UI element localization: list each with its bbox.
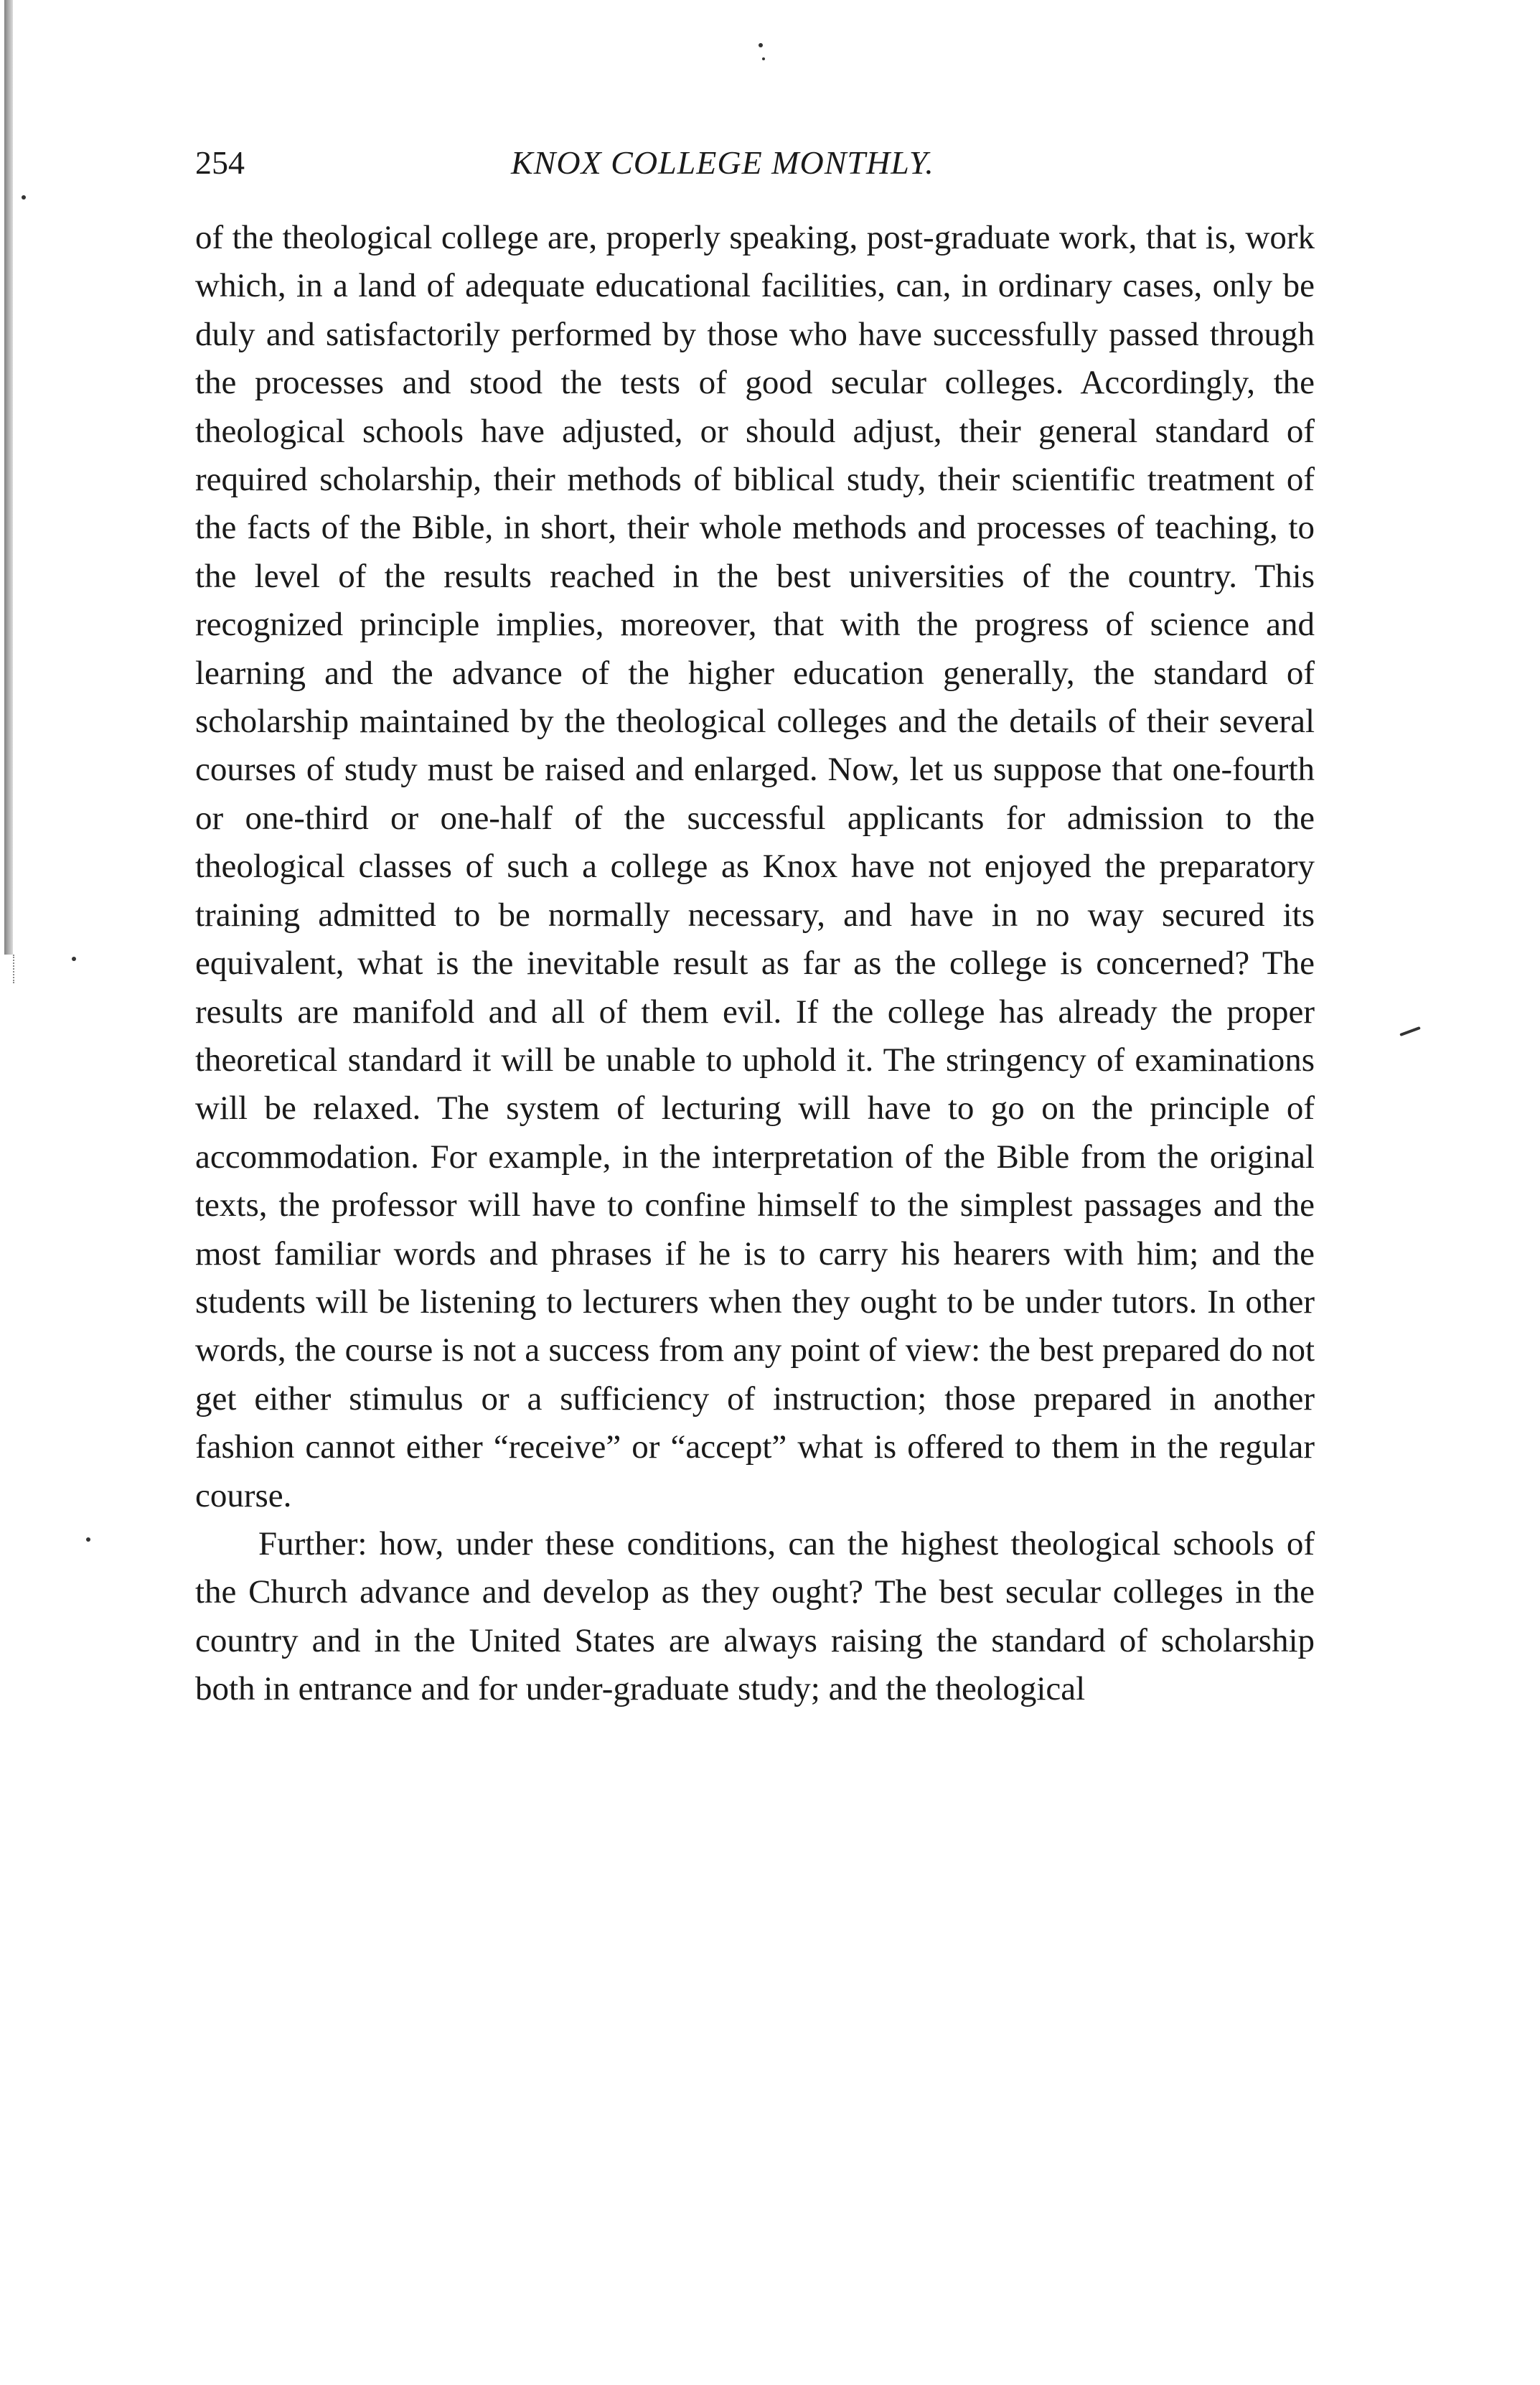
scan-speck — [72, 957, 76, 961]
binding-edge-shadow — [4, 0, 13, 955]
scan-speck — [22, 195, 26, 200]
margin-mark — [1399, 1026, 1421, 1036]
page-number: 254 — [195, 144, 245, 181]
binding-edge-dots — [13, 955, 14, 983]
scan-speck — [759, 43, 763, 47]
article-body — [195, 214, 1315, 1714]
paragraph: of the theological college are, properly speaking, post-graduate work, that is, work which, in a land of adequate educational facilities, can, in ordinary cases, only be duly and satisfactorily performed by those who have successfully passed through the processes and stood the tests of good secular colleges. Accordingly, the theological schools have adjusted, or should adjust, their general standard of required scholarship, their methods of biblical study, their scientific treatment of the facts of the Bible, in short, their whole methods and processes of teaching, to the level of the results reached in the best universities of the country. This recognized principle implies, moreover, that with the progress of science and learning and the advance of the higher education generally, the standard of scholarship maintained by the theological colleges and the details of their several courses of study must be raised and enlarged. Now, let us suppose that one-fourth or one-third or one-half of the successful applicants for admission to the theological classes of such a college as Knox have not enjoyed the preparatory training admitted to be normally necessary, and have in no way secured its equivalent, what is the inevitable result as far as the college is concerned? The results are manifold and all of them evil. If the college has already the proper theoretical standard it will be unable to uphold it. The stringency of examinations will be relaxed. The system of lecturing will have to go on the principle of accommodation. For example, in the interpretation of the Bible from the original texts, the professor will have to confine himself to the simplest passages and the most familiar words and phrases if he is to carry his hearers with him; and the students will be listening to lecturers when they ought to be under tutors. In other words, the course is not a success from any point of view: the best prepared do not get either stimulus or a sufficiency of instruction; those prepared in another fashion cannot either “receive” or “accept” what is offered to them in the regular course. — [195, 219, 1315, 1514]
scan-speck — [86, 1537, 90, 1542]
running-title: KNOX COLLEGE MONTHLY. — [511, 144, 934, 181]
page-header — [195, 144, 1315, 194]
scan-speck — [762, 57, 765, 60]
paragraph: Further: how, under these conditions, can the highest theological schools of the Church advance and develop as they ought? The best secular colleges in the country and in the United States are always raising the standard of scholarship both in entrance and for under-graduate study; and the theological — [195, 1524, 1315, 1708]
